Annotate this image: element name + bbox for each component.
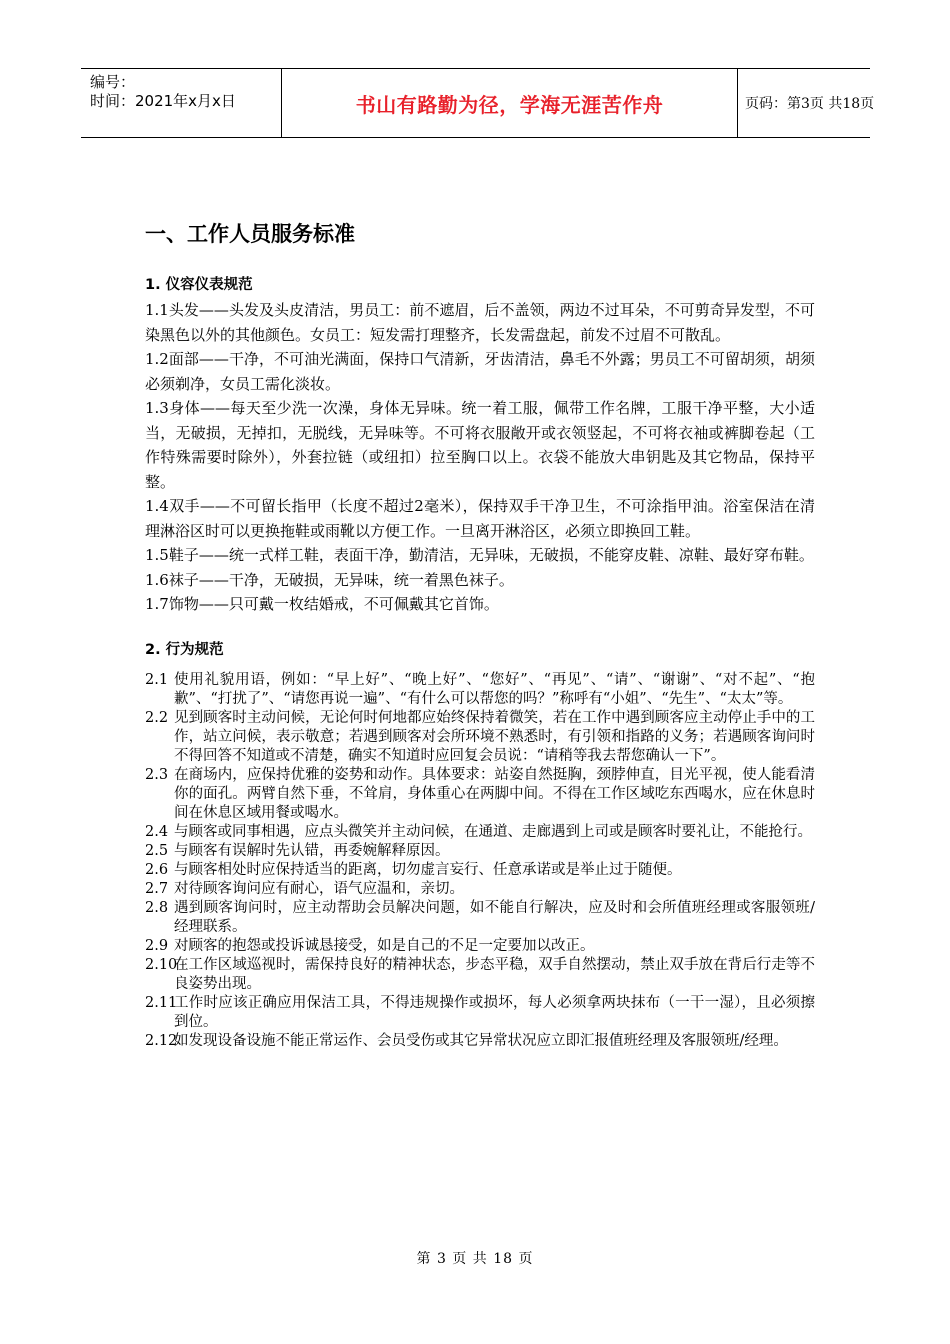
list-item-text: 与顾客相处时应保持适当的距离，切勿虚言妄行、任意承诺或是举止过于随便。 [174, 861, 682, 878]
list-item [145, 709, 815, 766]
list-item-text: 工作时应该正确应用保洁工具，不得违规操作或损坏，每人必须拿两块抹布（一干一湿），且必须擦到位。 [174, 994, 815, 1030]
page-footer: 第 3 页 共 18 页 [416, 1251, 534, 1267]
header-time-label: 时间：2021年x月x日 [90, 92, 236, 110]
section1-para: 1.6袜子——干净，无破损，无异味，统一着黑色袜子。 [145, 570, 514, 589]
list-item-number: 2.8 [145, 899, 169, 916]
list-item-number: 2.5 [145, 842, 169, 859]
list-item-number: 2.2 [145, 709, 169, 726]
list-item [145, 861, 815, 880]
header-motto-cell [281, 69, 738, 137]
list-item [145, 899, 815, 937]
list-item-text: 与顾客或同事相遇，应点头微笑并主动问候，在通道、走廊遇到上司或是顾客时要礼让，不能抢行。 [174, 823, 812, 840]
list-item [145, 937, 815, 956]
list-item-number: 2.11 [145, 994, 178, 1011]
list-item [145, 842, 815, 861]
section1-para: 1.4双手——不可留长指甲（长度不超过2毫米），保持双手干净卫生，不可涂指甲油。浴室保洁在清理淋浴区时可以更换拖鞋或雨靴以方便工作。一旦离开淋浴区，必须立即换回工鞋。 [145, 497, 815, 540]
list-item-text: 遇到顾客询问时，应主动帮助会员解决问题，如不能自行解决，应及时和会所值班经理或客服领班/经理联系。 [174, 899, 815, 935]
section1-para: 1.7饰物——只可戴一枚结婚戒，不可佩戴其它首饰。 [145, 595, 499, 613]
section1-para: 1.5鞋子——统一式样工鞋，表面干净，勤清洁，无异味，无破损，不能穿皮鞋、凉鞋、最好穿布鞋。 [145, 546, 814, 564]
header-meta [81, 69, 281, 137]
section-gap [145, 617, 815, 637]
list-item-number: 2.4 [145, 823, 169, 840]
list-item-number: 2.12 [145, 1032, 178, 1049]
list-item [145, 1032, 815, 1051]
list-item [145, 994, 815, 1032]
list-item-number: 2.7 [145, 880, 169, 897]
list-item [145, 956, 815, 994]
list-item-text: 对待顾客询问应有耐心，语气应温和，亲切。 [174, 880, 464, 897]
list-item-text: 在商场内，应保持优雅的姿势和动作。具体要求：站姿自然挺胸，颈脖伸直，目光平视，使人能看清你的面孔。两臂自然下垂，不耸肩，身体重心在两脚中间。不得在工作区域吃东西喝水，应在休息时间在休息区域用餐或喝水。 [174, 766, 815, 821]
page-header [81, 68, 875, 138]
document-body [145, 218, 815, 1051]
header-number-label: 编号： [90, 73, 136, 91]
list-item-number: 2.1 [145, 671, 169, 688]
document-title: 一、工作人员服务标准 [145, 222, 355, 246]
list-item-text: 在工作区域巡视时，需保持良好的精神状态，步态平稳，双手自然摆动，禁止双手放在背后行走等不良姿势出现。 [174, 956, 815, 992]
section1-para: 1.3身体——每天至少洗一次澡，身体无异味。统一着工服，佩带工作名牌，工服干净平整，大小适当，无破损，无掉扣，无脱线，无异味等。不可将衣服敞开或衣领竖起，不可将衣袖或裤脚卷起（工作特殊需要时除外），外套拉链（或纽扣）拉至胸口以上。衣袋不能放大串钥匙及其它物品，保持平整。 [145, 399, 815, 491]
list-item [145, 766, 815, 823]
list-item-number: 2.9 [145, 937, 169, 954]
list-item-text: 使用礼貌用语，例如：“早上好”、“晚上好”、“您好”、“再见”、“请”、“谢谢”、“对不起”、“抱歉”、“打扰了”、“请您再说一遍”、“有什么可以帮您的吗？”称呼有“小姐”、“先生”、“太太”等。 [174, 671, 815, 707]
section1-heading: 1. 仪容仪表规范 [145, 277, 253, 293]
list-item-number: 2.6 [145, 861, 169, 878]
section1-para: 1.1头发——头发及头皮清洁，男员工：前不遮眉，后不盖领，两边不过耳朵，不可剪奇异发型，不可染黑色以外的其他颜色。女员工：短发需打理整齐，长发需盘起，前发不过眉不可散乱。 [145, 301, 815, 344]
list-item-text: 如发现设备设施不能正常运作、会员受伤或其它异常状况应立即汇报值班经理及客服领班/经理。 [174, 1032, 788, 1049]
list-item-number: 2.10 [145, 956, 178, 973]
list-item-number: 2.3 [145, 766, 169, 783]
list-item-text: 与顾客有误解时先认错，再委婉解释原因。 [174, 842, 450, 859]
header-page-label: 页码：第3页 共18页 [745, 96, 875, 112]
list-item [145, 823, 815, 842]
list-item [145, 671, 815, 709]
section2-heading: 2. 行为规范 [145, 641, 224, 658]
list-item-text: 见到顾客时主动问候，无论何时何地都应始终保持着微笑，若在工作中遇到顾客应主动停止手中的工作，站立问候，表示敬意；若遇到顾客对会所环境不熟悉时，有引领和指路的义务；若遇顾客询问时不得回答不知道或不清楚，确实不知道时应回复会员说：“请稍等我去帮您确认一下”。 [174, 709, 815, 764]
section1-para: 1.2面部——干净，不可油光满面，保持口气清新，牙齿清洁，鼻毛不外露；男员工不可留胡须，胡须必须剃净，女员工需化淡妆。 [145, 350, 815, 393]
header-motto: 书山有路勤为径，学海无涯苦作舟 [355, 92, 664, 117]
list-item-text: 对顾客的抱怨或投诉诚恳接受，如是自己的不足一定要加以改正。 [174, 937, 595, 954]
list-item [145, 880, 815, 899]
